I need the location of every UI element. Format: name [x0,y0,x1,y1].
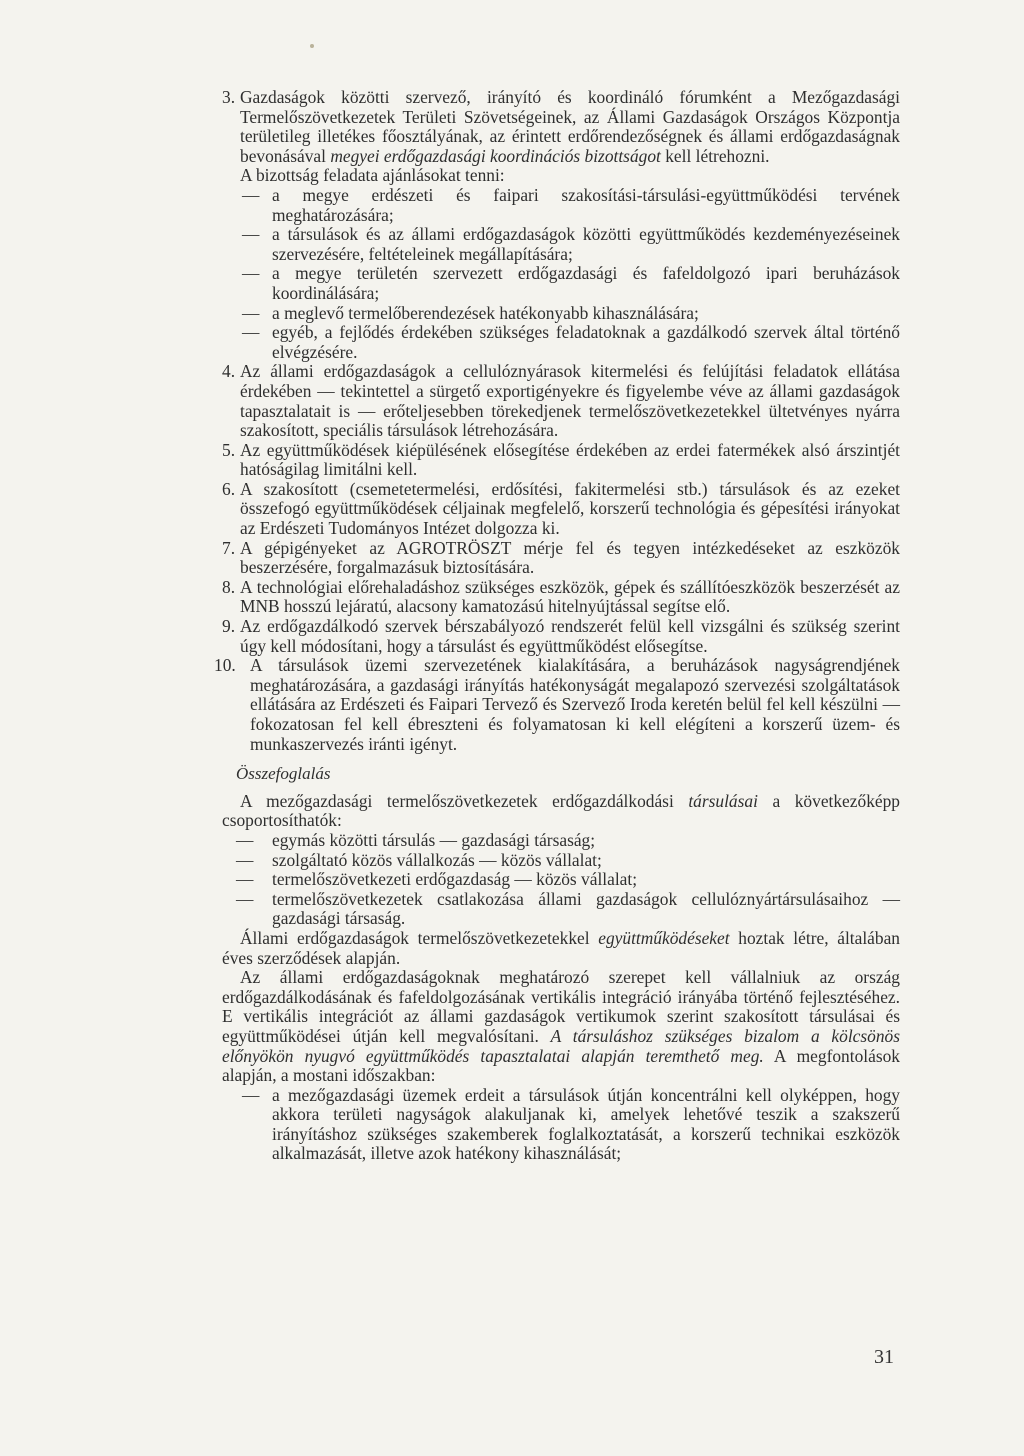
bullet-item: — a mezőgazdasági üzemek erdeit a társulások útján koncentrálni kell olyképpen, hogy akkora területi nagyságok alakuljanak ki, amelyek lehetővé teszik a szakszerű irányításhoz szükséges szakemberek foglalkoztatását, a korszerű technikai eszközök alkalmazását, illetve azok hatékony kihasználását; [242,1084,900,1164]
emphasis-text: megyei erdőgazdasági koordinációs bizottságot [330,145,661,166]
dash-mark: — [242,1084,260,1105]
section-heading: Összefoglalás [236,764,331,784]
page-body [214,87,900,1164]
item-number: 7. [222,537,236,558]
page-number: 31 [874,1346,894,1368]
dash-mark: — [236,849,254,870]
list-item-7 [222,539,900,578]
item-text: A szakosított (csemetetermelési, erdősítési, fakitermelési stb.) társulások és az ezeket összefogó együttműködések céljainak megfelelő, korszerű technológia és gépesítési irányokat az Erdészeti Tudományos Intézet dolgozza ki. [240,478,900,539]
item-text: Az állami erdőgazdaságok a cellulóznyárasok kitermelési és felújítási feladatok ellátása érdekében — tekintettel a sürgető exportigényekre és figyelembe véve az állami gazdaságok tapasztalatait is — erőteljesebben törekedjenek termelőszövetkezetekkel ültetvényes nyárra szakosított, speciális társulások létrehozására. [240,361,900,441]
dash-mark: — [242,322,260,343]
dash-mark: — [242,184,260,205]
dash-mark: — [242,224,260,245]
item-text: A technológiai előrehaladáshoz szükséges eszközök, gépek és szállítóeszközök beszerzését az MNB hosszú lejáratú, alacsony kamatozású hitelnyújtással segítse elő. [240,576,900,617]
item-number: 9. [222,616,236,637]
list-item-3 [222,88,900,166]
emphasis-text: társulásai [688,790,758,811]
summary-paragraph-1: A mezőgazdasági termelőszövetkezetek erdőgazdálkodási társulásai a következőképp csoportosíthatók: [222,790,900,831]
item-text: Az erdőgazdálkodó szervek bérszabályozó rendszerét felül kell vizsgálni és szükség szerint úgy kell módosítani, hogy a társulást és együttműködést elősegítse. [240,616,900,656]
committee-intro: A bizottság feladata ajánlásokat tenni: [240,165,505,186]
group-item: — egymás közötti társulás — gazdasági társaság; [236,829,596,850]
bullet-item: — a megye erdészeti és faipari szakosítási-társulási-együttműködési tervének meghatározására; [242,184,900,225]
item-number: 5. [222,439,236,460]
list-item-9 [222,617,900,656]
group-item: — szolgáltató közös vállalkozás — közös vállalat; [236,849,602,870]
item-number: 3. [222,87,236,107]
paper-speck [310,44,314,48]
dash-mark: — [242,263,260,284]
bullet-item: — a meglevő termelőberendezések hatékonyabb kihasználására; [242,302,699,323]
emphasis-text: együttműködéseket [598,927,730,948]
group-item: — termelőszövetkezetek csatlakozása állami gazdaságok cellulóznyártársulásaihoz — gazdasági társaság. [236,888,900,929]
item-number: 4. [222,361,236,382]
bullet-item: — egyéb, a fejlődés érdekében szükséges feladatoknak a gazdálkodó szervek által történő elvégzésére. [242,322,900,362]
bullet-item: — a megye területén szervezett erdőgazdasági és fafeldolgozó ipari beruházások koordinálására; [242,263,900,303]
item-text: A társulások üzemi szervezetének kialakítására, a beruházások nagyságrendjének meghatározására, a gazdasági irányítás hatékonyságát megalapozó szervezési szolgáltatások ellátására az Erdészeti és Faipari Tervező és Szervező Iroda keretén belül fel kell készülni — fokozatosan fel kell ébreszteni és folyamatosan ki kell elégíteni a korszerű üzem- és munkaszervezés iránti igényt. [250,655,900,754]
summary-paragraph-2: Állami erdőgazdaságok termelőszövetkezetekkel együttműködéseket hoztak létre, általában éves szerződések alapján. [222,927,900,968]
bullet-item: — a társulások és az állami erdőgazdaságok közötti együttműködés kezdeményezéseinek szervezésére, feltételeinek megállapítására; [242,224,900,264]
list-item-10 [214,655,900,754]
item-text: Gazdaságok közötti szervező, irányító és koordináló fórumként a Mezőgazdasági Termelőszövetkezetek Területi Szövetségeinek, az Állami Gazdaságok Országos Központja területileg illetékes főosztályának, az érintett erdőrendezőségnek és állami erdőgazdaságnak bevonásával megyei erdőgazdasági koordinációs bizottságot kell létrehozni. [240,87,900,166]
dash-mark: — [236,869,254,890]
item-number: 6. [222,478,236,499]
list-item-6 [222,480,900,539]
item-text: A gépigényeket az AGROTRÖSZT mérje fel és tegyen intézkedéseket az eszközök beszerzésére, forgalmazásuk biztosítására. [240,537,900,578]
dash-mark: — [242,302,260,323]
dash-mark: — [236,888,254,909]
list-item-8 [222,578,900,617]
list-item-4 [222,362,900,440]
list-item-5 [222,441,900,480]
emphasis-text: A társuláshoz szükséges bizalom a kölcsönös előnyökön nyugvó együttműködés tapasztalatai alapján teremthető meg. [222,1025,900,1066]
group-item: — termelőszövetkezeti erdőgazdaság — közös vállalat; [236,869,638,890]
item-number: 10. [214,655,236,676]
item-number: 8. [222,576,236,597]
summary-paragraph-3: Az állami erdőgazdaságoknak meghatározó szerepet kell vállalniuk az ország erdőgazdálkodásának és fafeldolgozásának vertikális integráció irányába történő fejlesztéséhez. E vertikális integrációt az állami gazdaságok vertikumok szerint szakosított társulásai és együttműködései útján kell megvalósítani. A társuláshoz szükséges bizalom a kölcsönös előnyökön nyugvó együttműködés tapasztalatai alapján teremthető meg. A megfontolások alapján, a mostani időszakban: [222,967,900,1086]
item-text: Az együttműködések kiépülésének elősegítése érdekében az erdei fatermékek alsó árszintjét hatóságilag limitálni kell. [240,439,900,480]
dash-mark: — [236,829,254,850]
